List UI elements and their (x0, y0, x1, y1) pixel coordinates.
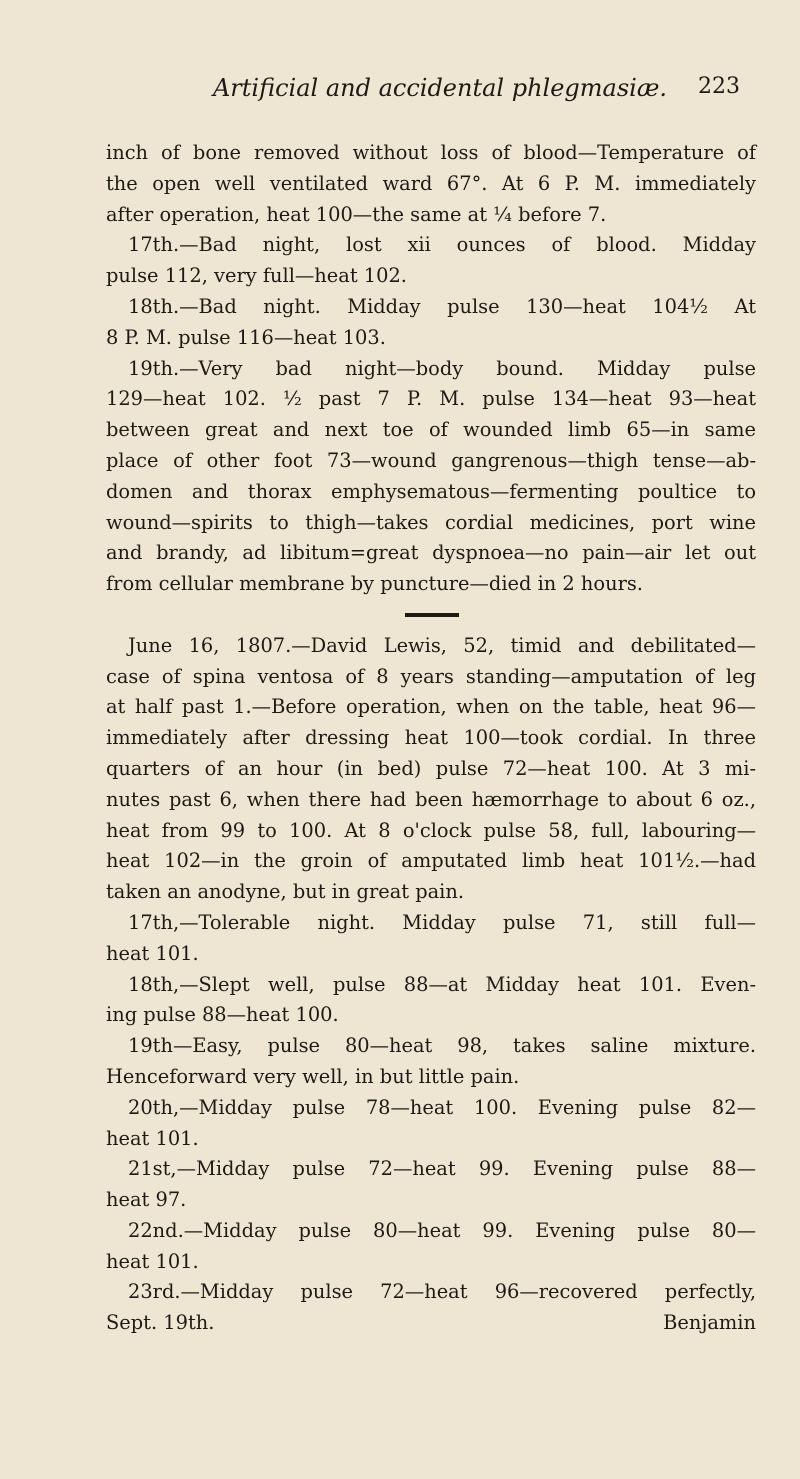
text-line: pulse 112, very full—heat 102. (106, 264, 407, 288)
text-line: June 16, 1807.—David Lewis, 52, timid and debilitated— (128, 633, 756, 657)
text-line: 19th.—Very bad night—body bound. Midday pulse (128, 356, 756, 380)
running-title: Artificial and accidental phlegmasiæ. (212, 74, 668, 102)
text-line-last (106, 1308, 756, 1339)
text-line: 23rd.—Midday pulse 72—heat 96—recovered perfectly, (128, 1280, 756, 1304)
running-head (140, 74, 740, 124)
text-line: ing pulse 88—heat 100. (106, 1003, 339, 1027)
text-line: place of other foot 73—wound gangrenous—thigh tense—ab- (106, 448, 756, 472)
text-line: Henceforward very well, in but little pain. (106, 1064, 520, 1088)
text-line: wound—spirits to thigh—takes cordial medicines, port wine (106, 510, 756, 534)
text-line: inch of bone removed without loss of blood—Temperature of (106, 141, 756, 164)
text-line: from cellular membrane by puncture—died in 2 hours. (106, 572, 643, 596)
page-number: 223 (698, 74, 740, 99)
date-signoff: Sept. 19th. (106, 1311, 215, 1335)
text-line: 17th,—Tolerable night. Midday pulse 71, still full— (128, 910, 756, 934)
text-line: heat 102—in the groin of amputated limb heat 101½.—had (106, 849, 756, 873)
text-line: nutes past 6, when there had been hæmorrhage to about 6 oz., (106, 787, 756, 811)
case-1 (106, 138, 756, 600)
signature-name: Benjamin (663, 1311, 756, 1335)
body-text (106, 138, 756, 1339)
text-line: domen and thorax emphysematous—fermenting poultice to (106, 479, 756, 503)
text-line: 19th—Easy, pulse 80—heat 98, takes saline mixture. (128, 1034, 756, 1058)
text-line: 20th,—Midday pulse 78—heat 100. Evening pulse 82— (128, 1095, 756, 1119)
text-line: after operation, heat 100—the same at ¼ before 7. (106, 202, 607, 226)
text-line: taken an anodyne, but in great pain. (106, 880, 465, 904)
text-line: 129—heat 102. ½ past 7 P. M. pulse 134—heat 93—heat (106, 387, 756, 411)
section-separator (106, 600, 756, 631)
text-line: 18th.—Bad night. Midday pulse 130—heat 104½ At (128, 294, 756, 318)
text-line: quarters of an hour (in bed) pulse 72—heat 100. At 3 mi- (106, 756, 756, 780)
text-line: 18th,—Slept well, pulse 88—at Midday heat 101. Even- (128, 972, 756, 996)
text-line: 22nd.—Midday pulse 80—heat 99. Evening pulse 80— (128, 1218, 756, 1242)
text-line: case of spina ventosa of 8 years standing—amputation of leg (106, 664, 756, 688)
text-line: heat from 99 to 100. At 8 o'clock pulse 58, full, labouring— (106, 818, 756, 842)
text-line: heat 101. (106, 1126, 199, 1150)
text-line: 17th.—Bad night, lost xii ounces of blood. Midday (128, 233, 756, 257)
text-line: and brandy, ad libitum=great dyspnoea—no pain—air let out (106, 541, 756, 565)
text-line: the open well ventilated ward 67°. At 6 P. M. immediately (106, 171, 756, 195)
case-2 (106, 631, 756, 1339)
text-line: heat 101. (106, 1249, 199, 1273)
separator-rule (405, 613, 459, 617)
text-line: heat 97. (106, 1188, 187, 1212)
text-line: 8 P. M. pulse 116—heat 103. (106, 325, 386, 349)
text-line: immediately after dressing heat 100—took cordial. In three (106, 726, 756, 750)
text-line: heat 101. (106, 941, 199, 965)
text-line: 21st,—Midday pulse 72—heat 99. Evening pulse 88— (128, 1157, 756, 1181)
text-line: between great and next toe of wounded limb 65—in same (106, 418, 756, 442)
text-line: at half past 1.—Before operation, when on the table, heat 96— (106, 695, 756, 719)
